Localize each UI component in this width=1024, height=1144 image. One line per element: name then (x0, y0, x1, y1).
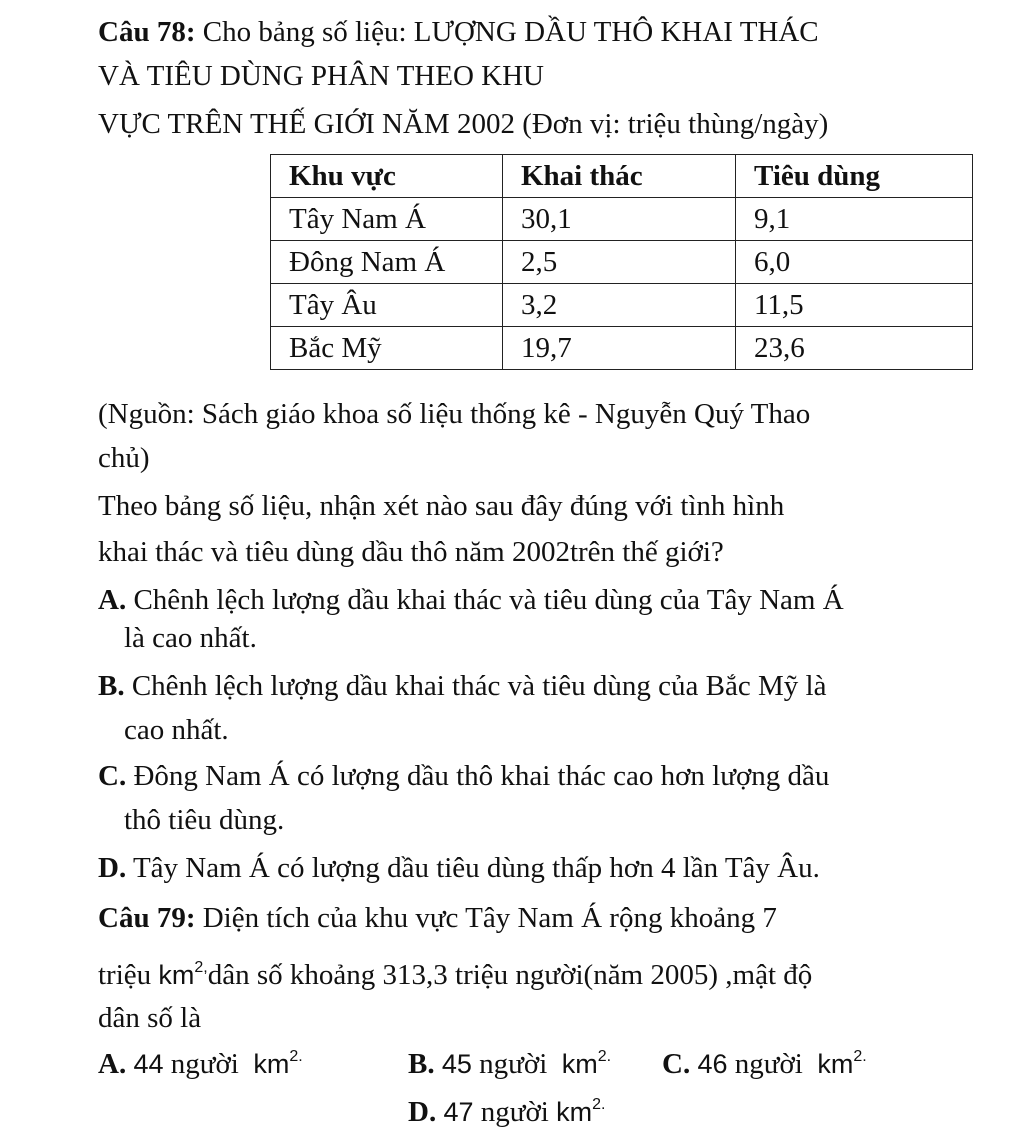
option-c: C. Đông Nam Á có lượng dầu thô khai thác cao hơn lượng dầu (98, 760, 830, 792)
table-cell: Bắc Mỹ (271, 327, 503, 370)
option-letter: A. (98, 584, 127, 616)
question-79-label: Câu 79: (98, 902, 196, 934)
answer-c: C. 46 người $km^{2.}$ (662, 1048, 867, 1080)
table-row (271, 241, 973, 284)
prompt-line1: Theo bảng số liệu, nhận xét nào sau đây đúng với tình hình (98, 490, 785, 522)
table-row (271, 198, 973, 241)
source-line2: chủ) (98, 442, 150, 474)
option-letter: D. (98, 852, 127, 884)
table-cell: Tây Âu (271, 284, 503, 327)
answer-a: A. 44 người $km^{2.}$ (98, 1048, 303, 1080)
question-78-label: Câu 78: (98, 16, 196, 48)
table-header: Khu vực (271, 155, 503, 198)
option-d: D. Tây Nam Á có lượng dầu tiêu dùng thấp hơn 4 lần Tây Âu. (98, 852, 820, 884)
table-cell: 2,5 (503, 241, 736, 284)
question-79-line3: dân số là (98, 1002, 202, 1034)
table-cell: 23,6 (736, 327, 973, 370)
table-row (271, 327, 973, 370)
option-a-line2: là cao nhất. (124, 622, 257, 654)
table-header: Tiêu dùng (736, 155, 973, 198)
table-row (271, 284, 973, 327)
option-letter: C. (98, 760, 127, 792)
table-cell: 9,1 (736, 198, 973, 241)
table-cell: 3,2 (503, 284, 736, 327)
table-header-row (271, 155, 973, 198)
option-b: B. Chênh lệch lượng dầu khai thác và tiêu dùng của Bắc Mỹ là (98, 670, 827, 702)
table-cell: 6,0 (736, 241, 973, 284)
question-79-line2: triệu $km^{2,}dân$ số khoảng 313,3 triệu người(năm 2005) ,mật độ (98, 959, 813, 991)
question-78-title-line3: VỰC TRÊN THẾ GIỚI NĂM 2002 (Đơn vị: triệu thùng/ngày) (98, 108, 829, 140)
source-line1: (Nguồn: Sách giáo khoa số liệu thống kê - Nguyễn Quý Thao (98, 398, 811, 430)
answer-d: D. 47 người $km^{2.}$ (408, 1096, 606, 1128)
option-a: A. Chênh lệch lượng dầu khai thác và tiêu dùng của Tây Nam Á (98, 584, 844, 616)
question-79-line1: Câu 79: Diện tích của khu vực Tây Nam Á rộng khoảng 7 (98, 902, 777, 934)
table-header: Khai thác (503, 155, 736, 198)
option-c-line2: thô tiêu dùng. (124, 804, 285, 836)
question-78-title-line1: Câu 78: Cho bảng số liệu: LƯỢNG DẦU THÔ KHAI THÁC (98, 16, 819, 48)
prompt-line2: khai thác và tiêu dùng dầu thô năm 2002trên thế giới? (98, 536, 724, 568)
question-78-title-line2: VÀ TIÊU DÙNG PHÂN THEO KHU (98, 60, 544, 92)
oil-data-table (270, 154, 973, 370)
table-cell: 11,5 (736, 284, 973, 327)
answer-b: B. 45 người $km^{2.}$ (408, 1048, 612, 1080)
option-b-line2: cao nhất. (124, 714, 229, 746)
table-cell: Đông Nam Á (271, 241, 503, 284)
table-cell: Tây Nam Á (271, 198, 503, 241)
option-letter: B. (98, 670, 125, 702)
table-cell: 19,7 (503, 327, 736, 370)
table-cell: 30,1 (503, 198, 736, 241)
